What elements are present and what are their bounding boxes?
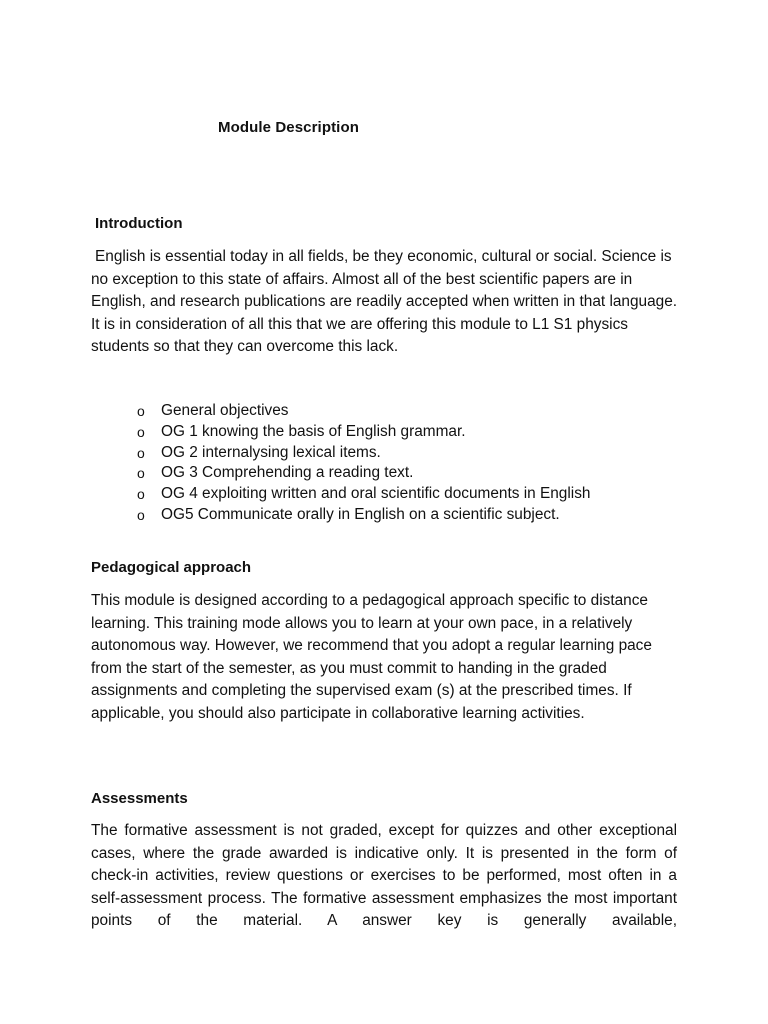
list-item: o OG 2 internalysing lexical items. [137,443,590,464]
introduction-paragraph: English is essential today in all fields, be they economic, cultural or social. Science is no exception to this state of affairs. Almost all of the best scientific papers are in English, and research publications are readily accepted when written in that language. It is in consideration of all this that we are offering this module to L1 S1 physics students so that they can overcome this lack. [91,248,678,356]
circle-bullet-icon: o [137,403,145,419]
circle-bullet-icon: o [137,486,145,503]
objectives-list [137,401,590,526]
list-item: o General objectives [137,401,590,422]
circle-bullet-icon: o [137,423,145,440]
list-item: o OG 3 Comprehending a reading text. [137,463,590,484]
introduction-heading: Introduction [95,215,183,232]
circle-bullet-icon: o [137,506,145,523]
list-item: o OG 4 exploiting written and oral scientific documents in English [137,484,590,505]
assessments-paragraph: The formative assessment is not graded, except for quizzes and other exceptional cases, where the grade awarded is indicative only. It is presented in the form of check-in activities, review questions or exercises to be performed, most often in a self-assessment process. The formative assessment emphasizes the most important points of the material. A answer key is generally available, [91,822,677,930]
list-item: o OG5 Communicate orally in English on a scientific subject. [137,505,590,526]
page-title: Module Description [218,119,359,136]
pedagogical-approach-heading: Pedagogical approach [91,559,252,576]
circle-bullet-icon: o [137,465,145,482]
list-item: o OG 1 knowing the basis of English grammar. [137,422,590,443]
circle-bullet-icon: o [137,444,145,461]
pedagogical-approach-paragraph: This module is designed according to a pedagogical approach specific to distance learning. This training mode allows you to learn at your own pace, in a relatively autonomous way. However, we recommend that you adopt a regular learning pace from the start of the semester, as you must commit to handing in the graded assignments and completing the supervised exam (s) at the prescribed times. If applicable, you should also participate in collaborative learning activities. [91,592,652,722]
assessments-heading: Assessments [91,790,188,807]
